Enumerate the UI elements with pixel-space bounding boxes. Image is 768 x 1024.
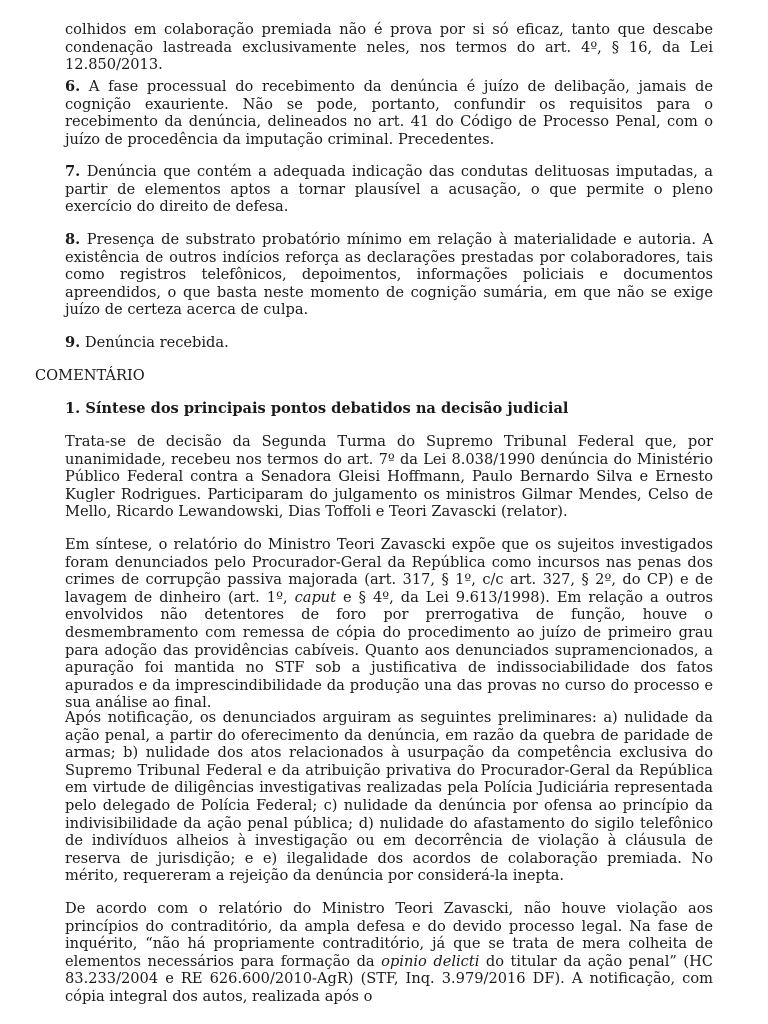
item-text: Denúncia que contém a adequada indicação das condutas delituosas imputadas, a partir de elementos aptos a tornar plausível a acusação, o que permite o pleno exercício do direito de defesa. — [65, 163, 713, 216]
item-number: 8. — [65, 231, 81, 248]
paragraph-2: Em síntese, o relatório do Ministro Teori Zavascki expõe que os sujeitos investigados foram denunciados pelo Procurador-Geral da República como incursos nas penas dos crimes de corrupção passiva majorada (art. 317, § 1º, c/c art. 327, § 2º, do CP) e de lavagem de dinheiro (art. 1º, caput e § 4º, da Lei 9.613/1998). Em relação a outros envolvidos não detentores de foro por prerrogativa de função, houve o desmembramento com remessa de cópia do procedimento ao juízo de primeiro grau para adoção das providências cabíveis. Quanto aos denunciados supramencionados, a apuração foi mantida no STF sob a justificativa de indissociabilidade dos fatos apurados e da imprescindibilidade da produção una das provas no curso do processo e sua análise ao final. — [65, 536, 713, 712]
list-item-6 — [65, 78, 713, 148]
list-item-9 — [65, 334, 713, 352]
item-text: Denúncia recebida. — [84, 334, 229, 351]
item-number: 9. — [65, 334, 81, 351]
list-item-8 — [65, 231, 713, 319]
item-text: Presença de substrato probatório mínimo em relação à materialidade e autoria. A existência de outros indícios reforça as declarações prestadas por colaboradores, tais como registros telefônicos, depoimentos, informações policiais e documentos apreendidos, o que basta neste momento de cognição sumária, em que não se exige juízo de certeza acerca de culpa. — [65, 231, 714, 319]
item-text: A fase processual do recebimento da denúncia é juízo de delibação, jamais de cognição exauriente. Não se pode, portanto, confundir os requisitos para o recebimento da denúncia, delineados no art. 41 do Código de Processo Penal, com o juízo de procedência da imputação criminal. Precedentes. — [65, 78, 713, 148]
item-number: 7. — [65, 163, 81, 180]
paragraph-3: Após notificação, os denunciados arguiram as seguintes preliminares: a) nulidade da ação penal, a partir do oferecimento da denúncia, em razão da quebra de paridade de armas; b) nulidade dos atos relacionados à usurpação da competência exclusiva do Supremo Tribunal Federal e da atribuição privativa do Procurador-Geral da República em virtude de diligências investigativas realizadas pela Polícia Judiciária representada pelo delegado de Polícia Federal; c) nulidade da denúncia por ofensa ao princípio da indivisibilidade da ação penal pública; d) nulidade do afastamento do sigilo telefônico de indivíduos alheios à investigação ou em decorrência de violação à cláusula de reserva de jurisdição; e e) ilegalidade dos acordos de colaboração premiada. No mérito, requereram a rejeição da denúncia por considerá-la inepta. — [65, 709, 713, 885]
section-title: 1. Síntese dos principais pontos debatidos na decisão judicial — [65, 400, 569, 417]
paragraph-1: Trata-se de decisão da Segunda Turma do Supremo Tribunal Federal que, por unanimidade, recebeu nos termos do art. 7º da Lei 8.038/1990 denúncia do Ministério Público Federal contra a Senadora Gleisi Hoffmann, Paulo Bernardo Silva e Ernesto Kugler Rodrigues. Participaram do julgamento os ministros Gilmar Mendes, Celso de Mello, Ricardo Lewandowski, Dias Toffoli e Teori Zavascki (relator). — [65, 433, 713, 521]
list-item-7 — [65, 163, 713, 216]
comment-heading: COMENTÁRIO — [35, 367, 145, 384]
item-number: 6. — [65, 78, 81, 95]
paragraph-intro: colhidos em colaboração premiada não é prova por si só eficaz, tanto que descabe condenação lastreada exclusivamente neles, nos termos do art. 4º, § 16, da Lei 12.850/2013. — [65, 21, 713, 74]
paragraph-4: De acordo com o relatório do Ministro Teori Zavascki, não houve violação aos princípios do contraditório, da ampla defesa e do devido processo legal. Na fase de inquérito, “não há propriamente contraditório, já que se trata de mera colheita de elementos necessários para formação da opinio delicti do titular da ação penal” (HC 83.233/2004 e RE 626.600/2010-AgR) (STF, Inq. 3.979/2016 DF). A notificação, com cópia integral dos autos, realizada após o — [65, 900, 714, 1005]
